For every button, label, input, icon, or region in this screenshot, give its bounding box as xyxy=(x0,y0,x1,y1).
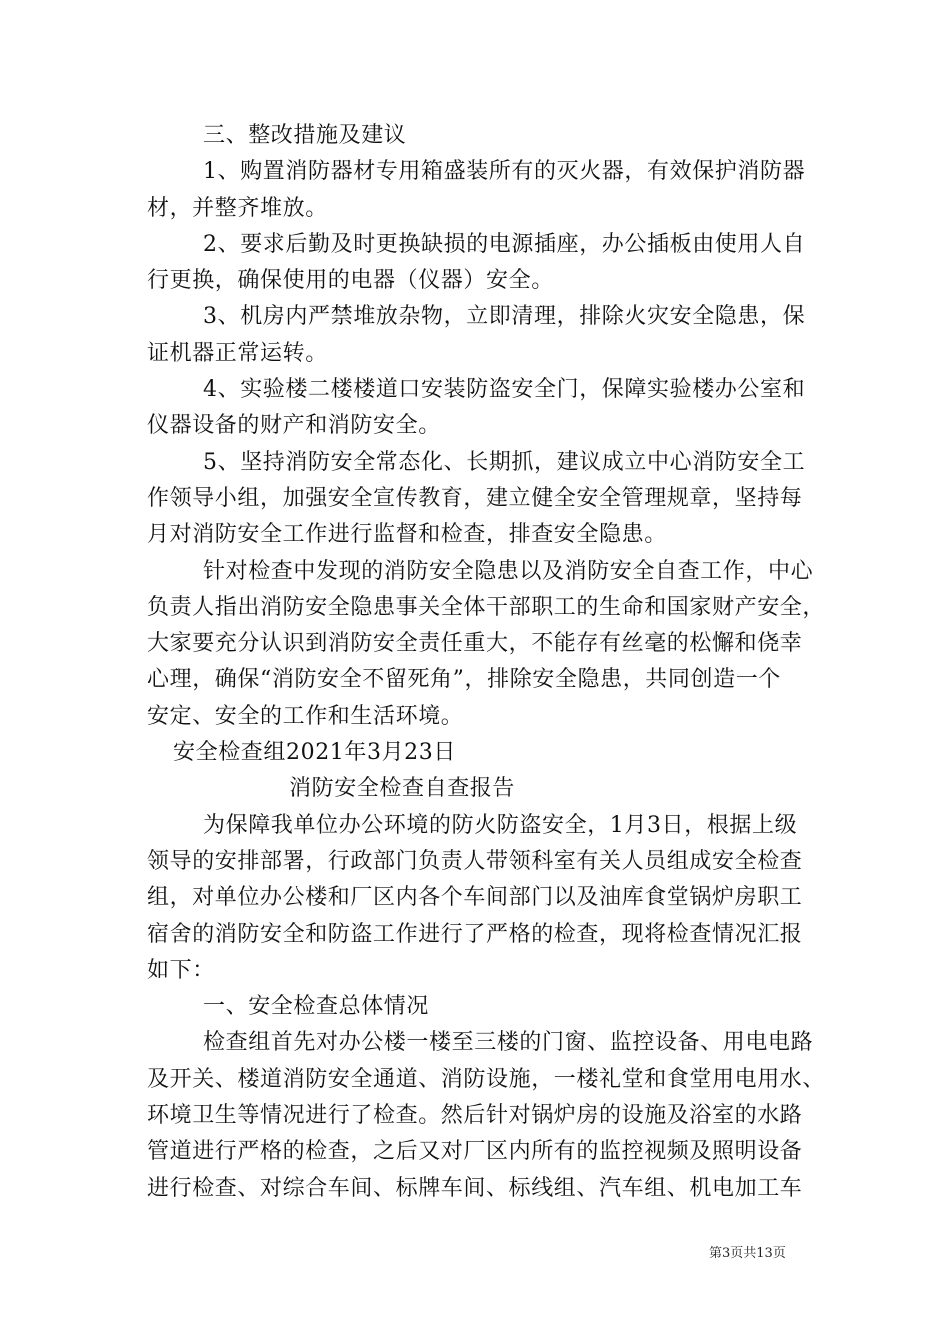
paragraph-line: 材，并整齐堆放。 xyxy=(147,195,328,221)
paragraph-line: 及开关、楼道消防安全通道、消防设施，一楼礼堂和食堂用电用水、 xyxy=(147,1066,826,1092)
paragraph-line: 管道进行严格的检查，之后又对厂区内所有的监控视频及照明设备 xyxy=(147,1139,803,1165)
paragraph-line: 1、购置消防器材专用箱盛装所有的灭火器，有效保护消防器 xyxy=(203,159,806,185)
document-body xyxy=(147,118,826,1207)
paragraph-line: 作领导小组，加强安全宣传教育，建立健全安全管理规章，坚持每 xyxy=(147,485,803,511)
paragraph-line: 仪器设备的财产和消防安全。 xyxy=(147,413,441,439)
section-heading-rectification: 三、整改措施及建议 xyxy=(203,123,407,148)
paragraph-line: 负责人指出消防安全隐患事关全体干部职工的生命和国家财产安全， xyxy=(147,594,826,620)
paragraph-line: 5、坚持消防安全常态化、长期抓，建议成立中心消防安全工 xyxy=(203,449,806,475)
paragraph-line: 2、要求后勤及时更换缺损的电源插座，办公插板由使用人自 xyxy=(203,231,806,257)
paragraph-line: 证机器正常运转。 xyxy=(147,340,328,366)
paragraph-line: 心理，确保“消防安全不留死角”，排除安全隐患，共同创造一个 xyxy=(147,667,781,693)
paragraph-line: 3、机房内严禁堆放杂物，立即清理，排除火灾安全隐患，保 xyxy=(203,304,806,330)
paragraph-line: 针对检查中发现的消防安全隐患以及消防安全自查工作，中心 xyxy=(203,558,814,584)
paragraph-line: 环境卫生等情况进行了检查。然后针对锅炉房的设施及浴室的水路 xyxy=(147,1103,803,1129)
paragraph-line: 4、实验楼二楼楼道口安装防盗安全门，保障实验楼办公室和 xyxy=(203,377,806,403)
paragraph-line: 如下： xyxy=(147,957,215,983)
paragraph-line: 安定、安全的工作和生活环境。 xyxy=(147,703,464,729)
page-number-footer: 第3页共13页 xyxy=(709,1246,786,1261)
paragraph-line: 宿舍的消防安全和防盗工作进行了严格的检查，现将检查情况汇报 xyxy=(147,921,803,947)
signature-date-line: 安全检查组2021年3月23日 xyxy=(173,740,456,766)
paragraph-line: 组，对单位办公楼和厂区内各个车间部门以及油库食堂锅炉房职工 xyxy=(147,885,803,911)
paragraph-line: 行更换，确保使用的电器（仪器）安全。 xyxy=(147,268,554,294)
paragraph-line: 大家要充分认识到消防安全责任重大，不能存有丝毫的松懈和侥幸 xyxy=(147,631,803,657)
section-heading-overview: 一、安全检查总体情况 xyxy=(203,994,430,1020)
paragraph-line: 月对消防安全工作进行监督和检查，排查安全隐患。 xyxy=(147,522,667,548)
paragraph-line: 为保障我单位办公环境的防火防盗安全，1月3日，根据上级 xyxy=(203,812,798,838)
paragraph-line: 检查组首先对办公楼一楼至三楼的门窗、监控设备、用电电路 xyxy=(203,1030,814,1056)
report-title: 消防安全检查自查报告 xyxy=(289,776,516,802)
paragraph-line: 进行检查、对综合车间、标牌车间、标线组、汽车组、机电加工车 xyxy=(147,1175,803,1201)
paragraph-line: 领导的安排部署，行政部门负责人带领科室有关人员组成安全检查 xyxy=(147,848,803,874)
